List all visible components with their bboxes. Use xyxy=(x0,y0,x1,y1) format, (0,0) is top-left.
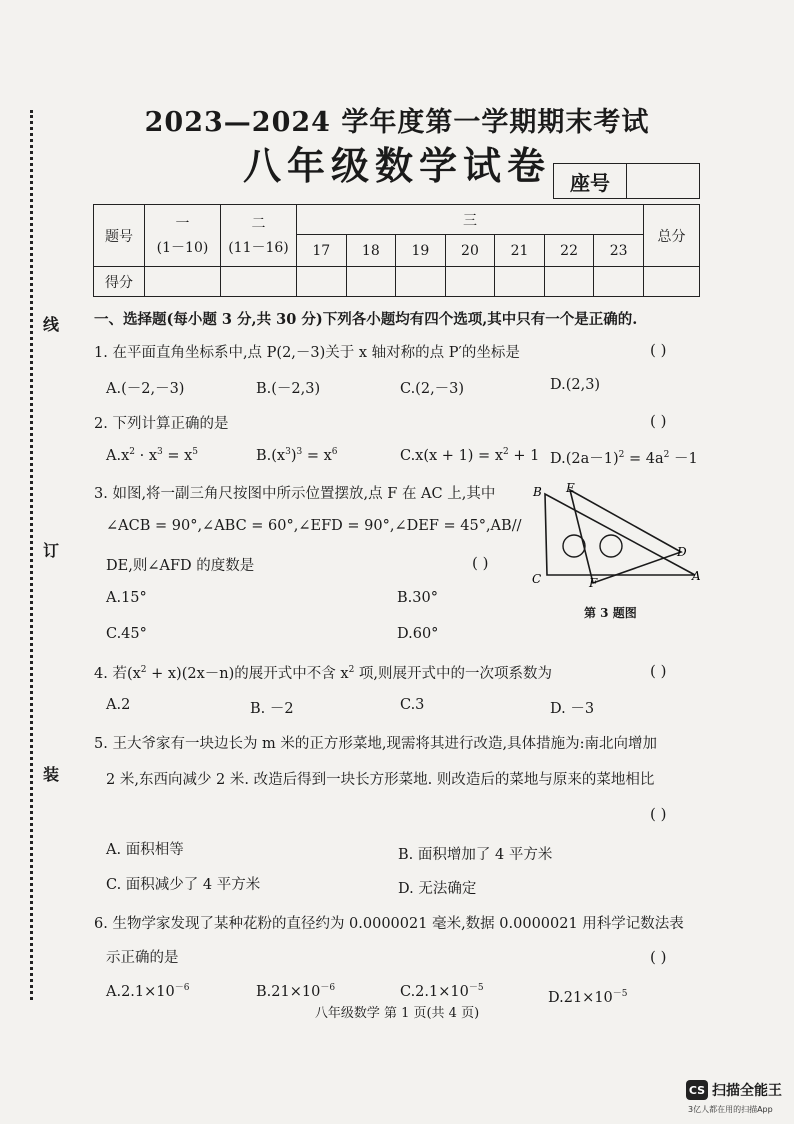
q4-option-a[interactable]: A.2 xyxy=(106,697,131,713)
q5-line2: 2 米,东西向减少 2 米. 改造后得到一块长方形菜地. 则改造后的菜地与原来的菜地相比 xyxy=(106,772,655,788)
q1-stem: 1. 在平面直角坐标系中,点 P(2,－3)关于 x 轴对称的点 P′的坐标是 xyxy=(94,345,520,361)
q5-option-b[interactable]: B. 面积增加了 4 平方米 xyxy=(398,847,553,863)
q6-option-b[interactable]: $B.21\times 10^{-6}$ xyxy=(256,983,336,1000)
page-footer: 八年级数学 第 1 页(共 4 页) xyxy=(314,1006,480,1021)
triangle-abc xyxy=(545,494,695,575)
triangle-def xyxy=(570,490,681,583)
q2-answer-paren[interactable]: ( ) xyxy=(650,412,667,430)
q2-option-b[interactable]: $B.(x^3)^3 = x^6$ xyxy=(256,447,338,464)
q-number-cell: 23 xyxy=(594,235,644,267)
seat-label: 座号 xyxy=(554,164,627,198)
camscanner-logo-icon: CS xyxy=(686,1080,708,1100)
q6-option-c[interactable]: $C.2.1\times 10^{-5}$ xyxy=(400,983,484,1000)
q3-option-b[interactable]: B.30° xyxy=(397,590,438,606)
q2-option-d[interactable]: $D.(2a-1)^2 = 4a^2 -1$ xyxy=(550,450,698,467)
total-label: 总分 xyxy=(644,205,700,267)
part2-range: (11－16) xyxy=(228,239,289,256)
part2-label: 二 xyxy=(251,215,266,232)
exam-title-line2: 八年级数学试卷 xyxy=(242,143,551,188)
q5-option-c[interactable]: C. 面积减少了 4 平方米 xyxy=(106,877,261,893)
q1-answer-paren[interactable]: ( ) xyxy=(650,341,667,359)
q4-answer-paren[interactable]: ( ) xyxy=(650,662,667,680)
part1-range: (1－10) xyxy=(156,239,209,256)
score-cell[interactable] xyxy=(544,267,594,297)
q2-stem: 2. 下列计算正确的是 xyxy=(94,416,229,432)
q3-answer-paren[interactable]: ( ) xyxy=(472,554,489,572)
part3-label: 三 xyxy=(297,205,644,235)
fig-label-a: A xyxy=(692,569,701,583)
score-cell[interactable] xyxy=(495,267,545,297)
binding-char-xian: 线 xyxy=(43,315,60,334)
col-part2 xyxy=(221,205,297,267)
exam-title-line1: 2023—2024 学年度第一学期期末考试 xyxy=(144,107,650,138)
score-cell[interactable] xyxy=(297,267,347,297)
q1-option-d[interactable]: D.(2,3) xyxy=(550,377,601,393)
q4-option-b[interactable]: B. －2 xyxy=(250,701,294,717)
score-table xyxy=(93,204,700,297)
q2-option-a[interactable]: $A.x^2 \cdot x^3 = x^5$ xyxy=(106,447,199,464)
q4-stem: 4. 若$(x^2 + x)(2x-n)$的展开式中不含 $x^2$ 项,则展开式中的一次项系数为 xyxy=(94,665,553,682)
fig-label-d: D xyxy=(677,545,687,559)
q5-option-d[interactable]: D. 无法确定 xyxy=(398,881,477,897)
camscanner-name: 扫描全能王 xyxy=(712,1083,782,1099)
q3-option-a[interactable]: A.15° xyxy=(106,590,147,606)
q5-option-a[interactable]: A. 面积相等 xyxy=(106,842,184,858)
col-part1 xyxy=(145,205,221,267)
q3-line2: ∠ACB = 90°,∠ABC = 60°,∠EFD = 90°,∠DEF = 45°,AB// xyxy=(106,518,522,534)
q4-option-c[interactable]: C.3 xyxy=(400,697,425,713)
score-cell[interactable] xyxy=(445,267,495,297)
q6-line2: 示正确的是 xyxy=(106,950,179,966)
binding-dotted-line xyxy=(30,110,35,1000)
q3-option-c[interactable]: C.45° xyxy=(106,626,147,642)
q4-option-d[interactable]: D. －3 xyxy=(550,701,595,717)
q6-option-a[interactable]: $A.2.1\times 10^{-6}$ xyxy=(106,983,190,1000)
triangle-hole-left xyxy=(563,535,585,557)
row-header: 题号 xyxy=(94,205,145,267)
q-number-cell: 20 xyxy=(445,235,495,267)
q5-answer-paren[interactable]: ( ) xyxy=(650,805,667,823)
score-cell[interactable] xyxy=(594,267,644,297)
fig-label-e: E xyxy=(566,481,575,495)
q1-option-a[interactable]: A.(－2,－3) xyxy=(106,381,185,397)
q5-line1: 5. 王大爷家有一块边长为 m 米的正方形菜地,现需将其进行改造,具体措施为:南北向增加 xyxy=(94,736,658,752)
q3-option-d[interactable]: D.60° xyxy=(397,626,439,642)
binding-char-zhuang: 装 xyxy=(43,765,60,784)
score-cell[interactable] xyxy=(346,267,396,297)
q1-option-c[interactable]: C.(2,－3) xyxy=(400,381,465,397)
q3-figure-caption: 第 3 题图 xyxy=(584,606,637,620)
score-cell[interactable] xyxy=(644,267,700,297)
q6-option-d[interactable]: $D.21\times 10^{-5}$ xyxy=(548,989,628,1006)
q6-line1: 6. 生物学家发现了某种花粉的直径约为 0.0000021 毫米,数据 0.0000021 用科学记数法表 xyxy=(94,916,684,932)
score-row-label: 得分 xyxy=(94,267,145,297)
q1-option-b[interactable]: B.(－2,3) xyxy=(256,381,321,397)
q3-line1: 3. 如图,将一副三角尺按图中所示位置摆放,点 F 在 AC 上,其中 xyxy=(94,486,496,502)
binding-char-ding: 订 xyxy=(43,541,60,560)
fig-label-b: B xyxy=(533,485,542,499)
score-cell[interactable] xyxy=(145,267,221,297)
fig-label-c: C xyxy=(532,572,542,586)
section1-heading: 一、选择题(每小题 3 分,共 30 分)下列各小题均有四个选项,其中只有一个是正确的. xyxy=(94,311,638,328)
camscanner-tagline: 3亿人都在用的扫描App xyxy=(688,1105,773,1114)
seat-number-box xyxy=(553,163,700,199)
q3-figure xyxy=(525,480,710,590)
q6-answer-paren[interactable]: ( ) xyxy=(650,948,667,966)
triangle-hole-right xyxy=(600,535,622,557)
q-number-cell: 21 xyxy=(495,235,545,267)
q3-line3: DE,则∠AFD 的度数是 xyxy=(106,558,255,574)
fig-label-f: F xyxy=(589,576,598,590)
part1-label: 一 xyxy=(175,215,190,232)
q2-option-c[interactable]: $C.x(x + 1) = x^2 + 1$ xyxy=(400,447,540,464)
q-number-cell: 19 xyxy=(396,235,446,267)
q-number-cell: 17 xyxy=(297,235,347,267)
q-number-cell: 22 xyxy=(544,235,594,267)
score-cell[interactable] xyxy=(221,267,297,297)
score-cell[interactable] xyxy=(396,267,446,297)
q-number-cell: 18 xyxy=(346,235,396,267)
seat-blank[interactable] xyxy=(627,164,699,198)
